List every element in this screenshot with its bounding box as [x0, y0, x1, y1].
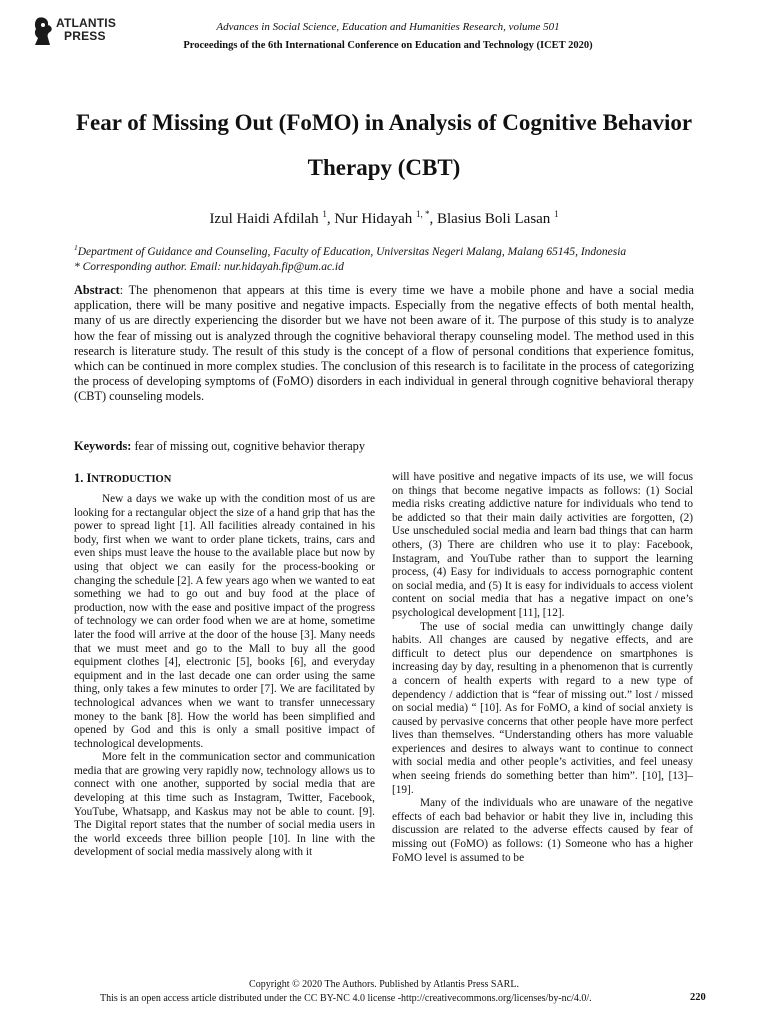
- keywords-label: Keywords:: [74, 439, 132, 453]
- section-heading-introduction: [74, 471, 171, 486]
- corresponding-author: * Corresponding author. Email: nur.hidayah.fip@um.ac.id: [74, 260, 344, 273]
- affiliation-block: [74, 240, 704, 275]
- license-notice: This is an open access article distributed under the CC BY-NC 4.0 license -http://creativecommons.org/licenses/by-nc/4.0/.: [100, 993, 592, 1004]
- affiliation: [74, 240, 704, 260]
- paragraph: will have positive and negative impacts of its use, we will focus on things that become negative impacts as follows: (1) Social media risks creating addictive nature for individuals who tend to be addicted so that their main daily activities are forgotten, (2) Use unscheduled social media and learn bad things that can harm others, (3) There are children who use it to play: Facebook, Instagram, and YouTube rather than to support the learning process, (4) Easy for individuals to access pornographic content on social media, and (5) It is easy for individuals to access violent content on social media that has a negative impact on one’s psychological development [11], [12].: [392, 471, 693, 619]
- author-name: Nur Hidayah: [334, 211, 413, 227]
- paragraph: Many of the individuals who are unaware of the negative effects of each bad behavior or habit they live in, including this discussion are related to the adverse effects caused by fear of missing out (FoMO) as follows: (1) Someone who has a higher FoMO level is assumed to be: [392, 797, 693, 864]
- author-list: Izul Haidi Afdilah $^1$, Nur Hidayah $^{1, *}$, Blasius Boli Lasan $^1$: [209, 209, 559, 227]
- publisher-logo: [32, 14, 122, 48]
- section-title-initial: I: [86, 471, 92, 485]
- publisher-name: [56, 17, 116, 43]
- affiliation-text: Department of Guidance and Counseling, Faculty of Education, Universitas Negeri Malang, Malang 65145, Indonesia: [77, 245, 627, 258]
- author-mark: 1: [554, 209, 559, 219]
- abstract-text: : The phenomenon that appears at this time is every time we have a mobile phone and have a social media application, there will be many positive and negative impacts. Especially from the negative effects of both mental health, many of us are directly experiencing the disorder but we have not been aware of it. The purpose of this study is to analyze how the fear of missing out is analyzed through the cognitive behavioral therapy counseling model. The method used in this research is literature study. The result of this study is the concept of a flow of personal conditions that experience fomitus, which can be continued in more complex studies. The conclusion of this research is to facilitate in the process of categorizing the process of developing symptoms of (FoMO) disorders in each individual in general through cognitive behavioral therapy (CBT) counseling models.: [74, 283, 694, 404]
- proceedings-title: Proceedings of the 6th International Conference on Education and Technology (ICET 2020): [183, 40, 593, 51]
- page-number: 220: [690, 992, 706, 1003]
- atlantis-mark-icon: [32, 16, 54, 46]
- abstract-label: Abstract: [74, 283, 120, 297]
- paragraph: More felt in the communication sector and communication media that are growing very rapidly now, technology allows us to connect with one another, supported by social media that are developing at this time such as Instagram, Twitter, Facebook, YouTube, Whatsapp, and Kaskus may not be able to count. [9]. The Digital report states that the number of social media users in the world exceeds three billion people [10]. In line with the development of social media massively along with it: [74, 751, 375, 859]
- paragraph: The use of social media can unwittingly change daily habits. All changes are caused by negative effects, and are difficult to detect plus our dependence on smartphones is increasing day by day, resulting in a phenomenon that is currently a concern of health experts with regard to a new type of dependency / addiction that is “fear of missing out.” lost / missed on social media) “ [10]. As for FoMO, a kind of social anxiety is caused by pervasive concerns that other people have more perfect lives than themselves. “Understanding others has more valuable experiences and desires to always want to continue to connect with social media and other people’s activities, and feel uneasy when seeing friends do something better than him”. [10], [13]–[19].: [392, 620, 693, 796]
- publisher-name-line1: ATLANTIS: [56, 16, 117, 30]
- paragraph: New a days we wake up with the condition most of us are looking for a rectangular object the size of a hand grip that has the power to spread light [1]. All facilities already contained in his body, first when we want to order plane tickets, trains, cars and even ships must leave the house to the available place but now by using that object we can easily for the process-booking or changing the schedule [2]. A few years ago when we wanted to eat something we had to go out and buy food at the place of production, now with the ease and positive impact of the progress of technology we can order food when we are at home, sometime later the food will arrive at the door of the house [3]. Many needs that we must meet and go to the Mall to buy all the good equipment clothes [4], electronic [5], books [6], and everyday equipment and in the last decade one can order using the same thing, only takes a few minutes to order [7]. We are facilitated by technological advances when we want to transfer unnecessary money to the bank [8]. How the world has been simplified and opened by God and this is only a small positive impact of technological developments.: [74, 493, 375, 750]
- copyright-notice: Copyright © 2020 The Authors. Published by Atlantis Press SARL.: [249, 979, 519, 990]
- abstract: [74, 283, 694, 405]
- author-name: Izul Haidi Afdilah: [209, 211, 319, 227]
- right-column: [392, 471, 693, 865]
- author-name: Blasius Boli Lasan: [436, 211, 551, 227]
- author-mark: 1, *: [415, 209, 430, 219]
- left-column: [74, 493, 375, 860]
- author-mark: 1: [322, 209, 327, 219]
- keywords: [74, 439, 694, 454]
- section-number: 1.: [74, 471, 84, 485]
- keywords-text: fear of missing out, cognitive behavior therapy: [131, 439, 365, 453]
- paper-title: Fear of Missing Out (FoMO) in Analysis of Cognitive Behavior Therapy (CBT): [75, 110, 693, 180]
- series-title: Advances in Social Science, Education and Humanities Research, volume 501: [216, 21, 560, 33]
- section-title-rest: NTRODUCTION: [91, 474, 172, 485]
- publisher-name-line2: PRESS: [64, 29, 106, 43]
- affiliation-mark: 1: [74, 243, 78, 252]
